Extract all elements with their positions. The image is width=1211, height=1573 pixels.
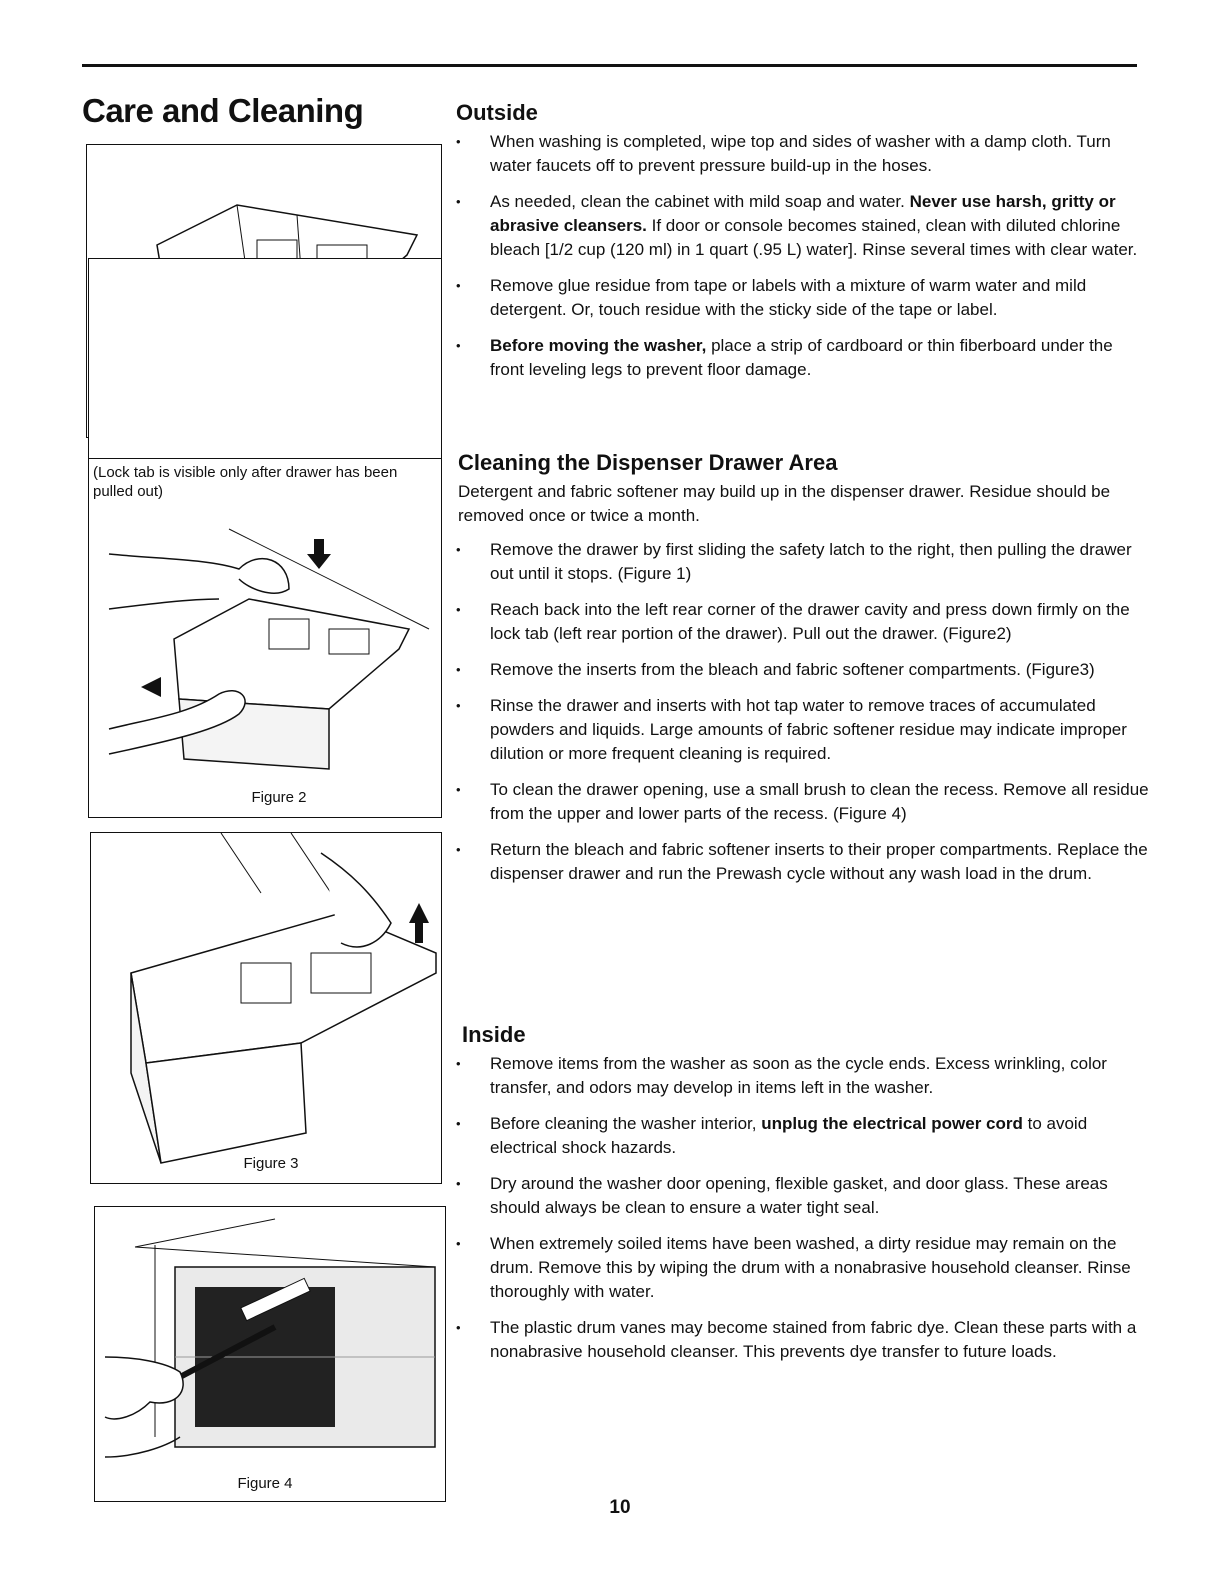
dispenser-item: • Return the bleach and fabric softener inserts to their proper compartments. Replace the dispenser drawer and run the Prewash cycle without any wash load in the drum. bbox=[450, 838, 1150, 886]
figure-2-frame bbox=[88, 458, 442, 818]
figure-2-caption: Figure 2 bbox=[251, 789, 307, 806]
page-number: 10 bbox=[609, 1497, 631, 1518]
figure-2-note: (Lock tab is visible only after drawer has been pulled out) bbox=[93, 464, 398, 500]
inserts-removal-illustration bbox=[91, 833, 443, 1185]
inside-list bbox=[450, 1052, 1150, 1364]
inside-heading: Inside bbox=[462, 1022, 526, 1047]
dispenser-intro: Detergent and fabric softener may build up in the dispenser drawer. Residue should be removed once or twice a month. bbox=[458, 482, 1111, 525]
outside-item: • As needed, clean the cabinet with mild soap and water. Never use harsh, gritty or abrasive cleansers. If door or console becomes stained, clean with diluted chlorine bleach [1/2 cup (120 ml) in 1 quart (.95 L) water]. Rinse several times with clear water. bbox=[450, 190, 1150, 262]
dispenser-item: • Remove the drawer by first sliding the safety latch to the right, then pulling the drawer out until it stops. (Figure 1) bbox=[450, 538, 1150, 586]
dispenser-section bbox=[450, 450, 1150, 898]
inside-item: • When extremely soiled items have been washed, a dirty residue may remain on the drum. Remove this by wiping the drum with a nonabrasive household cleanser. Rinse thoroughly with water. bbox=[450, 1232, 1150, 1304]
dispenser-item: • To clean the drawer opening, use a small brush to clean the recess. Remove all residue from the upper and lower parts of the recess. (Figure 4) bbox=[450, 778, 1150, 826]
figure-3-caption: Figure 3 bbox=[243, 1155, 299, 1172]
inside-item: • Remove items from the washer as soon as the cycle ends. Excess wrinkling, color transfer, and odors may develop in items left in the washer. bbox=[450, 1052, 1150, 1100]
dispenser-item: • Remove the inserts from the bleach and fabric softener compartments. (Figure3) bbox=[450, 658, 1150, 682]
top-rule bbox=[82, 64, 1137, 67]
outside-heading: Outside bbox=[456, 100, 538, 125]
inside-section bbox=[450, 1022, 1150, 1376]
dispenser-heading: Cleaning the Dispenser Drawer Area bbox=[458, 450, 838, 475]
outside-item: • Remove glue residue from tape or labels with a mixture of warm water and mild detergent. Or, touch residue with the sticky side of the tape or label. bbox=[450, 274, 1150, 322]
outside-list bbox=[450, 130, 1150, 382]
recess-brush-illustration bbox=[95, 1207, 447, 1503]
dispenser-item: • Reach back into the left rear corner of the drawer cavity and press down firmly on the lock tab (left rear portion of the drawer). Pull out the drawer. (Figure2) bbox=[450, 598, 1150, 646]
dispenser-item: • Rinse the drawer and inserts with hot tap water to remove traces of accumulated powders and liquids. Large amounts of fabric softener residue may indicate improper dilution or more frequent cleaning is required. bbox=[450, 694, 1150, 766]
inside-item: • The plastic drum vanes may become stained from fabric dye. Clean these parts with a nonabrasive household cleanser. This prevents dye transfer to future loads. bbox=[450, 1316, 1150, 1364]
dispenser-list bbox=[450, 538, 1150, 886]
page-title: Care and Cleaning bbox=[82, 92, 364, 129]
figure-3 bbox=[90, 832, 442, 1184]
inside-item: • Dry around the washer door opening, flexible gasket, and door glass. These areas should always be clean to ensure a water tight seal. bbox=[450, 1172, 1150, 1220]
outside-section bbox=[450, 100, 1150, 394]
figure-4 bbox=[94, 1206, 446, 1502]
inside-item: • Before cleaning the washer interior, unplug the electrical power cord to avoid electrical shock hazards. bbox=[450, 1112, 1150, 1160]
outside-item: • When washing is completed, wipe top and sides of washer with a damp cloth. Turn water faucets off to prevent pressure build-up in the hoses. bbox=[450, 130, 1150, 178]
lock-tab-illustration bbox=[89, 459, 443, 819]
outside-item: • Before moving the washer, place a strip of cardboard or thin fiberboard under the front leveling legs to prevent floor damage. bbox=[450, 334, 1150, 382]
figure-4-caption: Figure 4 bbox=[237, 1475, 293, 1492]
